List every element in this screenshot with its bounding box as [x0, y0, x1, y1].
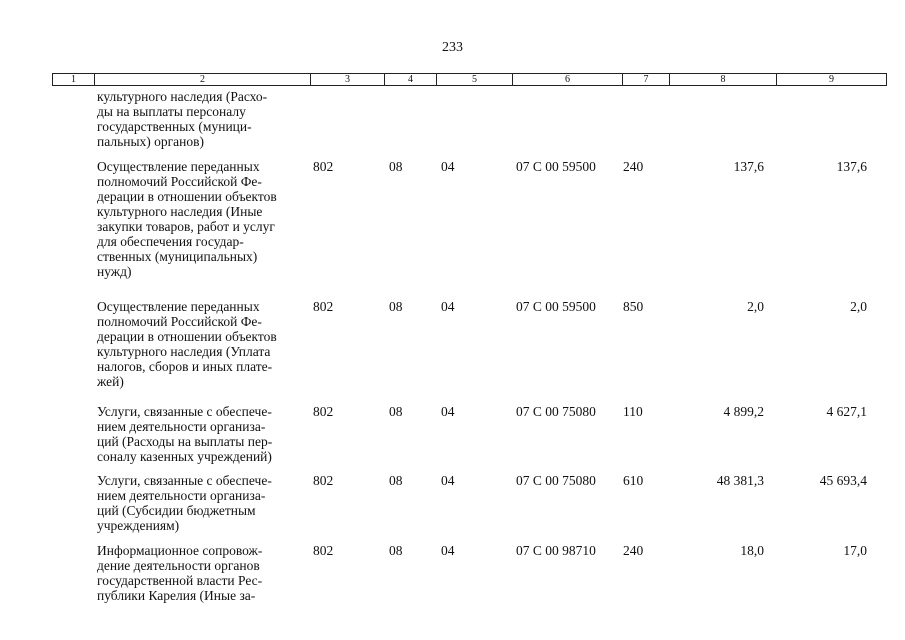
header-col-3: 3: [311, 74, 385, 85]
cell-target-article: 07 С 00 59500: [516, 159, 596, 174]
cell-ministry-code: 802: [313, 543, 334, 558]
cell-section: 08: [389, 473, 403, 488]
header-col-1: 1: [53, 74, 95, 85]
cell-section: 08: [389, 159, 403, 174]
header-col-9: 9: [829, 74, 834, 85]
cell-target-article: 07 С 00 98710: [516, 543, 596, 558]
row-description: Осуществление переданных полномочий Российской Фе- дерации в отношении объектов культурного наследия (Иные закупки товаров, работ и услуг для обеспечения государ- ственных (муниципальных) нужд): [97, 159, 277, 279]
cell-ministry-code: 802: [313, 159, 334, 174]
cell-target-article: 07 С 00 75080: [516, 404, 596, 419]
page-number: 233: [442, 40, 463, 55]
cell-expense-type: 110: [623, 404, 643, 419]
cell-amount-2: 17,0: [843, 543, 867, 558]
cell-amount-2: 2,0: [850, 299, 867, 314]
cell-target-article: 07 С 00 59500: [516, 299, 596, 314]
cell-section: 08: [389, 543, 403, 558]
cell-amount-2: 4 627,1: [826, 404, 867, 419]
cell-section: 08: [389, 299, 403, 314]
cell-amount-1: 137,6: [733, 159, 764, 174]
cell-subsection: 04: [441, 299, 455, 314]
cell-ministry-code: 802: [313, 299, 334, 314]
header-col-5: 5: [437, 74, 513, 85]
header-col-4: 4: [385, 74, 437, 85]
row-description: культурного наследия (Расхо- ды на выплаты персоналу государственных (муници- пальных) органов): [97, 89, 268, 149]
cell-ministry-code: 802: [313, 473, 334, 488]
cell-amount-1: 18,0: [740, 543, 764, 558]
cell-amount-2: 45 693,4: [819, 473, 867, 488]
header-col-8: 8: [670, 74, 777, 85]
cell-subsection: 04: [441, 543, 455, 558]
cell-amount-1: 4 899,2: [723, 404, 764, 419]
cell-expense-type: 240: [623, 543, 644, 558]
cell-amount-1: 48 381,3: [716, 473, 764, 488]
cell-ministry-code: 802: [313, 404, 334, 419]
cell-section: 08: [389, 404, 403, 419]
header-col-6: 6: [513, 74, 623, 85]
header-col-7: 7: [623, 74, 670, 85]
cell-subsection: 04: [441, 473, 455, 488]
table-header: [52, 73, 887, 86]
cell-subsection: 04: [441, 404, 455, 419]
row-description: Услуги, связанные с обеспече- нием деятельности организа- ций (Расходы на выплаты пер- соналу казенных учреждений): [97, 404, 273, 464]
cell-expense-type: 240: [623, 159, 644, 174]
row-description: Осуществление переданных полномочий Российской Фе- дерации в отношении объектов культурного наследия (Уплата налогов, сборов и иных плате- жей): [97, 299, 277, 389]
row-description: Информационное сопровож- дение деятельности органов государственной власти Рес- публики Карелия (Иные за-: [97, 543, 263, 603]
cell-amount-2: 137,6: [836, 159, 867, 174]
row-description: Услуги, связанные с обеспече- нием деятельности организа- ций (Субсидии бюджетным учреждениям): [97, 473, 272, 533]
cell-expense-type: 850: [623, 299, 644, 314]
cell-expense-type: 610: [623, 473, 644, 488]
header-col-2: 2: [95, 74, 311, 85]
cell-target-article: 07 С 00 75080: [516, 473, 596, 488]
cell-subsection: 04: [441, 159, 455, 174]
cell-amount-1: 2,0: [747, 299, 764, 314]
